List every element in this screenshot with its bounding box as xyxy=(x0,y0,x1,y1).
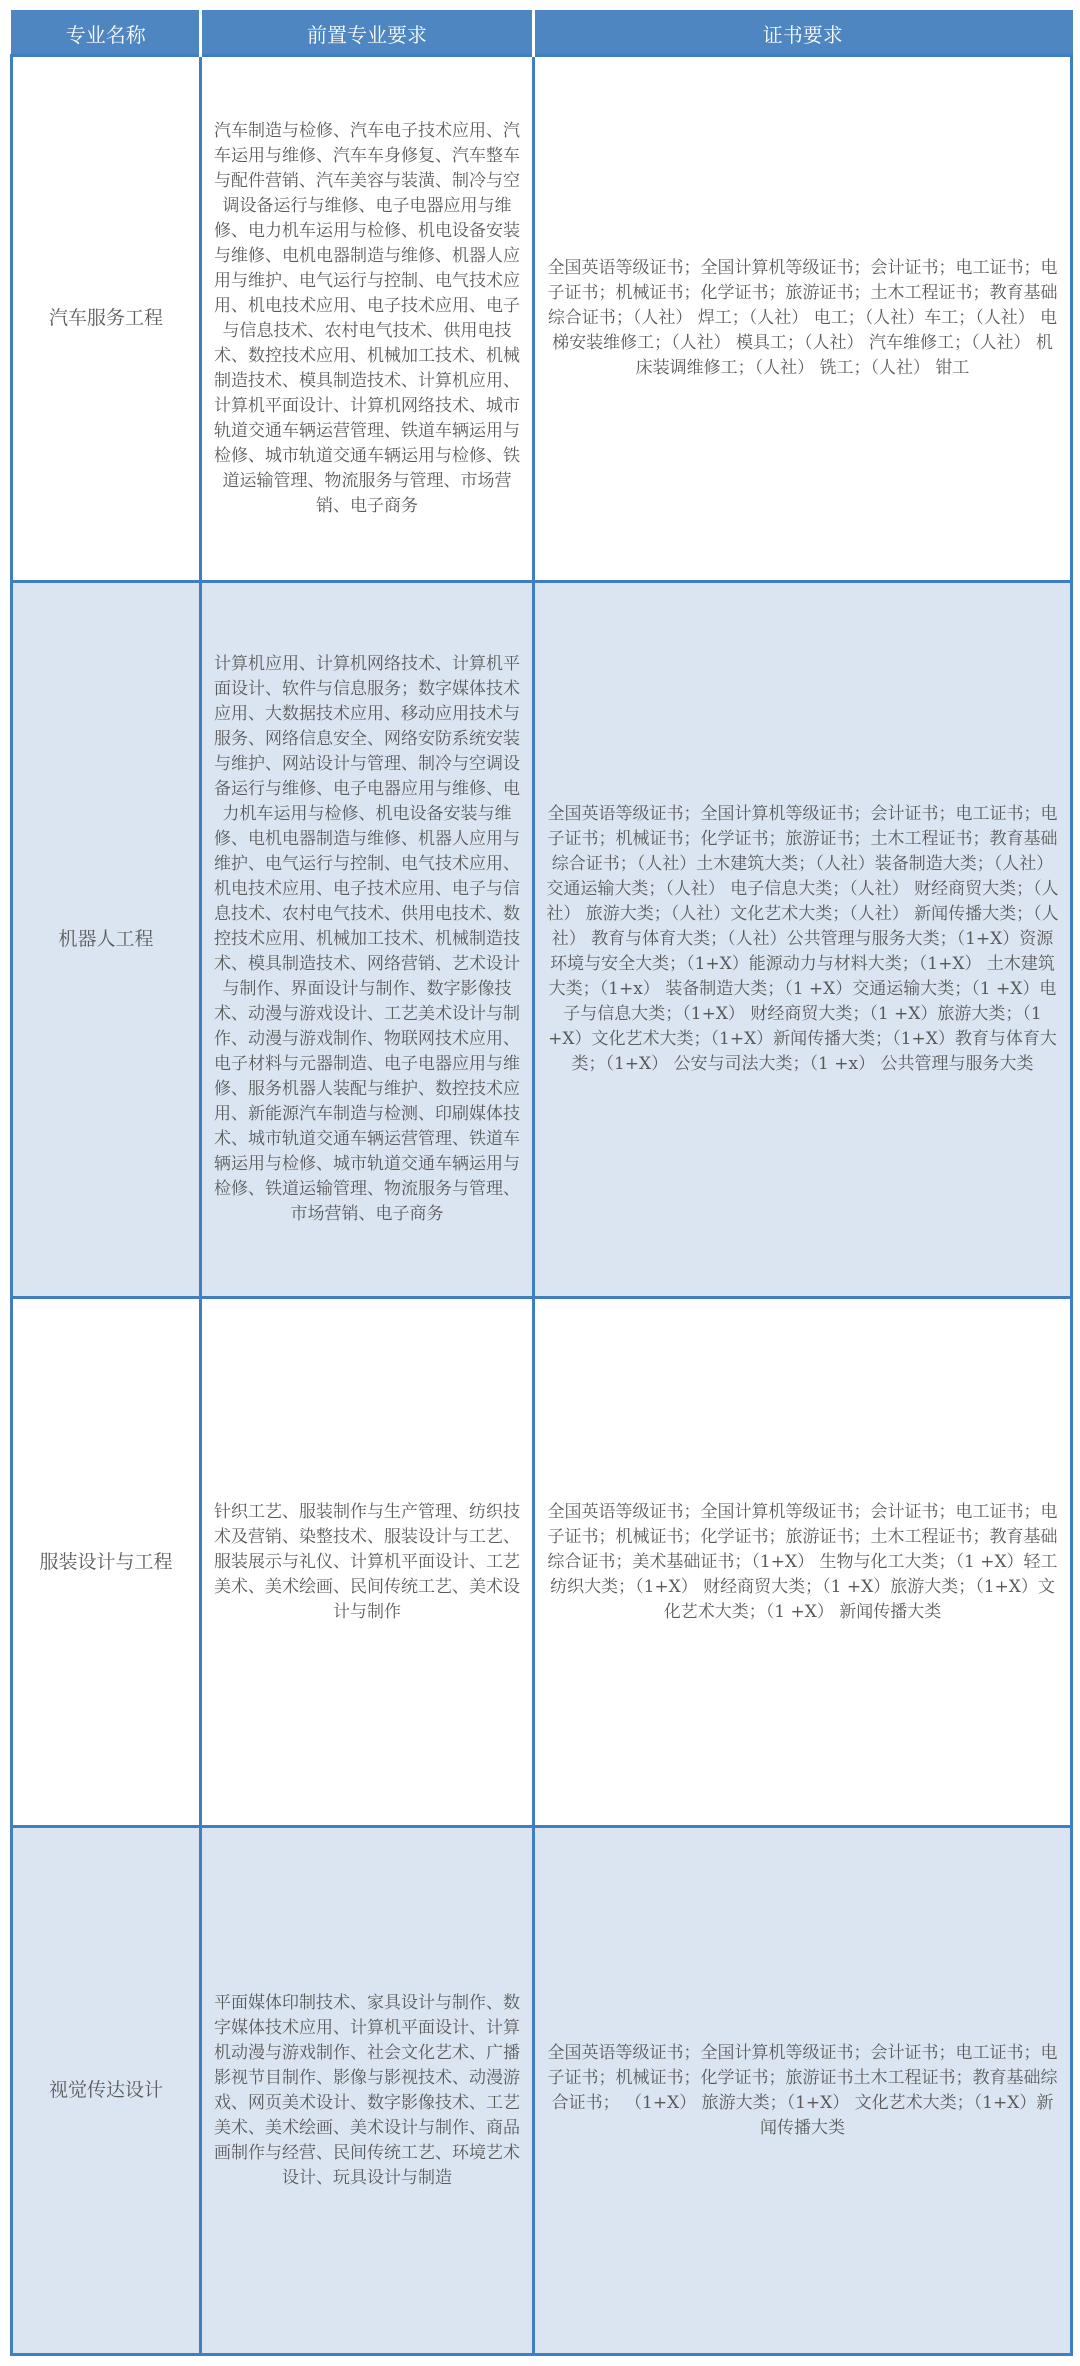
table-row xyxy=(12,1827,1072,2355)
major-name-cell: 机器人工程 xyxy=(12,582,201,1298)
requirements-table xyxy=(10,10,1073,2356)
table-row xyxy=(12,582,1072,1298)
prereq-cell: 针织工艺、服装制作与生产管理、纺织技术及营销、染整技术、服装设计与工艺、服装展示与礼仪、计算机平面设计、工艺美术、美术绘画、民间传统工艺、美术设计与制作 xyxy=(201,1298,534,1827)
header-prereq: 前置专业要求 xyxy=(201,11,534,56)
major-name-cell: 视觉传达设计 xyxy=(12,1827,201,2355)
major-name-cell: 服装设计与工程 xyxy=(12,1298,201,1827)
header-major: 专业名称 xyxy=(12,11,201,56)
table-row xyxy=(12,1298,1072,1827)
cert-cell: 全国英语等级证书；全国计算机等级证书；会计证书；电工证书；电子证书；机械证书；化学证书；旅游证书；土木工程证书；教育基础综合证书；（人社）土木建筑大类；（人社）装备制造大类；（人社） 交通运输大类；（人社） 电子信息大类；（人社） 财经商贸大类；（人社） 旅游大类；（人社）文化艺术大类；（人社） 新闻传播大类；（人社） 教育与体育大类；（人社）公共管理与服务大类；（1+X）资源环境与安全大类；（1+X）能源动力与材料大类；（1+X） 土木建筑大类；（1+x） 装备制造大类；（1 +X）交通运输大类；（1 +X）电子与信息大类；（1+X） 财经商贸大类；（1 +X）旅游大类；（1 +X）文化艺术大类；（1+X）新闻传播大类；（1+X）教育与体育大类；（1+X） 公安与司法大类；（1 +x） 公共管理与服务大类 xyxy=(534,582,1072,1298)
table-row xyxy=(12,56,1072,582)
cert-cell: 全国英语等级证书；全国计算机等级证书；会计证书；电工证书；电子证书；机械证书；化学证书；旅游证书；土木工程证书；教育基础综合证书；（人社） 焊工；（人社） 电工；（人社）车工；（人社） 电梯安装维修工；（人社） 模具工；（人社） 汽车维修工；（人社） 机床装调维修工；（人社） 铣工；（人社） 钳工 xyxy=(534,56,1072,582)
header-cert: 证书要求 xyxy=(534,11,1072,56)
cert-cell: 全国英语等级证书；全国计算机等级证书；会计证书；电工证书；电子证书；机械证书；化学证书；旅游证书；土木工程证书；教育基础综合证书；美术基础证书；（1+X） 生物与化工大类；（1 +X）轻工纺织大类；（1+X） 财经商贸大类；（1 +X）旅游大类；（1+X）文化艺术大类；（1 +X） 新闻传播大类 xyxy=(534,1298,1072,1827)
cert-cell: 全国英语等级证书；全国计算机等级证书；会计证书；电工证书；电子证书；机械证书；化学证书；旅游证书土木工程证书；教育基础综合证书； （1+X） 旅游大类；（1+X） 文化艺术大类；（1+X）新闻传播大类 xyxy=(534,1827,1072,2355)
table-header-row xyxy=(12,11,1072,56)
prereq-cell: 计算机应用、计算机网络技术、计算机平面设计、软件与信息服务；数字媒体技术应用、大数据技术应用、移动应用技术与服务、网络信息安全、网络安防系统安装与维护、网站设计与管理、制冷与空调设备运行与维修、电子电器应用与维修、电力机车运用与检修、机电设备安装与维修、电机电器制造与维修、机器人应用与维护、电气运行与控制、电气技术应用、机电技术应用、电子技术应用、电子与信息技术、农村电气技术、供用电技术、数控技术应用、机械加工技术、机械制造技术、模具制造技术、网络营销、艺术设计与制作、界面设计与制作、数字影像技术、动漫与游戏设计、工艺美术设计与制作、动漫与游戏制作、物联网技术应用、电子材料与元器制造、电子电器应用与维修、服务机器人装配与维护、数控技术应用、新能源汽车制造与检测、印刷媒体技术、城市轨道交通车辆运营管理、铁道车辆运用与检修、城市轨道交通车辆运用与检修、铁道运输管理、物流服务与管理、市场营销、电子商务 xyxy=(201,582,534,1298)
major-name-cell: 汽车服务工程 xyxy=(12,56,201,582)
prereq-cell: 平面媒体印制技术、家具设计与制作、数字媒体技术应用、计算机平面设计、计算机动漫与游戏制作、社会文化艺术、广播影视节目制作、影像与影视技术、动漫游戏、网页美术设计、数字影像技术、工艺美术、美术绘画、美术设计与制作、商品画制作与经营、民间传统工艺、环境艺术设计、玩具设计与制造 xyxy=(201,1827,534,2355)
prereq-cell: 汽车制造与检修、汽车电子技术应用、汽车运用与维修、汽车车身修复、汽车整车与配件营销、汽车美容与装潢、制冷与空调设备运行与维修、电子电器应用与维修、电力机车运用与检修、机电设备安装与维修、电机电器制造与维修、机器人应用与维护、电气运行与控制、电气技术应用、机电技术应用、电子技术应用、电子与信息技术、农村电气技术、供用电技术、数控技术应用、机械加工技术、机械制造技术、模具制造技术、计算机应用、计算机平面设计、计算机网络技术、城市轨道交通车辆运营管理、铁道车辆运用与检修、城市轨道交通车辆运用与检修、铁道运输管理、物流服务与管理、市场营销、电子商务 xyxy=(201,56,534,582)
